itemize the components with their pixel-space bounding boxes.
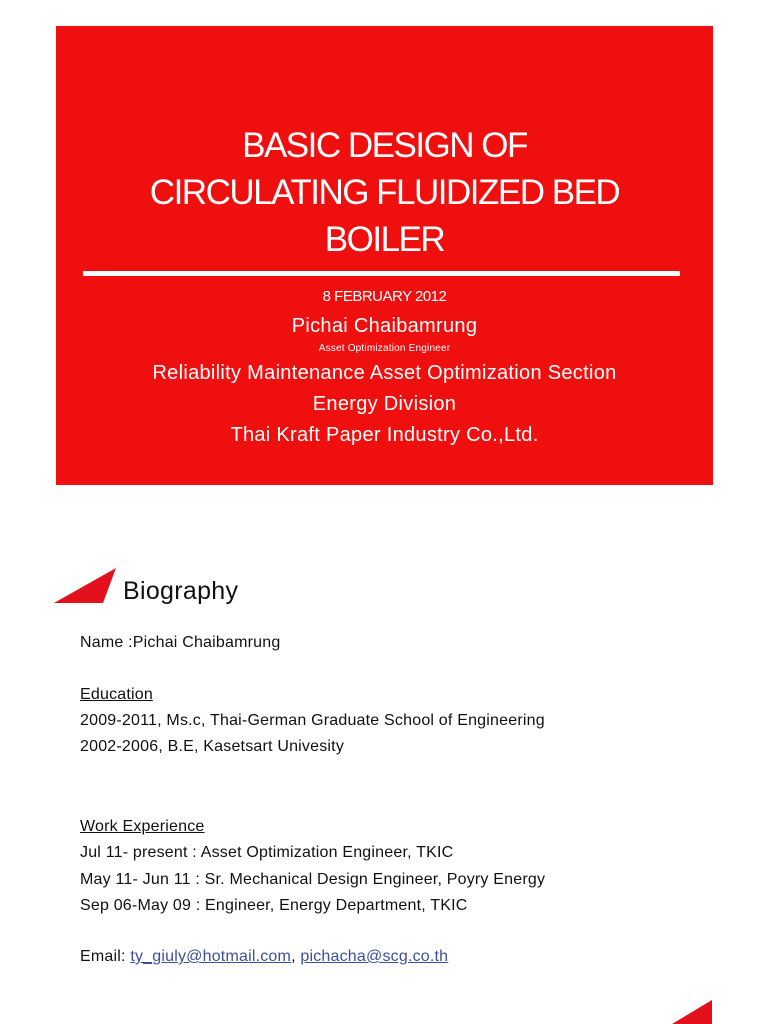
education-heading: Education	[80, 686, 153, 703]
cover-title-line-1: BASIC DESIGN OF	[242, 126, 527, 165]
email-line	[80, 948, 448, 966]
cover-role: Asset Optimization Engineer	[318, 343, 451, 354]
cover-title-line-3: BOILER	[324, 220, 445, 259]
email-link-2[interactable]: pichacha@scg.co.th	[300, 948, 449, 965]
name-line: Name :Pichai Chaibamrung	[80, 634, 281, 651]
title-divider	[83, 271, 680, 276]
cover-org-line-3: Thai Kraft Paper Industry Co.,Ltd.	[230, 424, 539, 446]
education-item-1: 2009-2011, Ms.c, Thai-German Graduate School of Engineering	[80, 712, 545, 729]
cover-date: 8 FEBRUARY 2012	[322, 288, 447, 305]
work-item-1: Jul 11- present : Asset Optimization Engineer, TKIC	[80, 844, 454, 861]
email-link-1[interactable]: ty_giuly@hotmail.com	[130, 948, 292, 965]
work-item-2: May 11- Jun 11 : Sr. Mechanical Design Engineer, Poyry Energy	[80, 871, 546, 888]
email-label: Email:	[80, 948, 131, 965]
red-wedge-icon	[672, 1000, 768, 1024]
education-item-2: 2002-2006, B.E, Kasetsart Univesity	[80, 738, 345, 755]
cover-slide	[56, 26, 713, 485]
biography-heading: Biography	[123, 577, 239, 605]
red-wedge-icon	[54, 566, 118, 604]
work-item-3: Sep 06-May 09 : Engineer, Energy Department, TKIC	[80, 897, 468, 914]
cover-title	[56, 122, 713, 263]
cover-org-line-2: Energy Division	[312, 393, 457, 415]
cover-org-line-1: Reliability Maintenance Asset Optimization Section	[152, 362, 617, 384]
email-separator: ,	[291, 948, 301, 965]
cover-author: Pichai Chaibamrung	[291, 315, 478, 337]
cover-title-line-2: CIRCULATING FLUIDIZED BED	[149, 173, 620, 212]
work-experience-heading: Work Experience	[80, 818, 205, 835]
